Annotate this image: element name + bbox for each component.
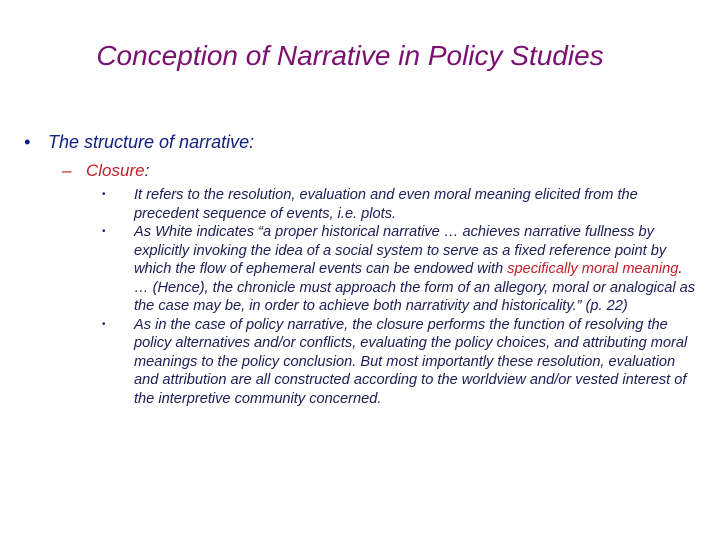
quote-text-before: As White indicates “a proper historical narrative … achieves narrative fullness by explicitly invoking the idea of a social system to serve as a fixed reference point by which the flow of ephemeral events can be endowed with xyxy=(134,224,667,277)
bullet-structure-text: The structure of narrative: xyxy=(48,132,255,152)
highlight-moral-meaning: specifically moral meaning xyxy=(507,261,679,277)
closure-points xyxy=(100,186,700,408)
dash-marker: – xyxy=(62,161,72,180)
bullet-marker: • xyxy=(102,226,106,237)
closure-label: Closure xyxy=(86,161,145,180)
bullet-marker: • xyxy=(24,132,31,152)
list-item-text xyxy=(134,223,698,316)
list-item xyxy=(100,186,700,223)
bullet-structure xyxy=(24,132,254,153)
list-item-text: It refers to the resolution, evaluation and even moral meaning elicited from the precedent sequence of events, i.e. plots. xyxy=(134,187,638,222)
closure-colon: : xyxy=(144,161,150,180)
slide-title: Conception of Narrative in Policy Studies xyxy=(96,40,604,71)
list-item xyxy=(100,316,700,409)
list-item xyxy=(100,223,700,316)
quote-text-after: . … (Hence), the chronicle must approach the form of an allegory, moral or analogical as the case may be, in order to achieve both narrativity and historicality.” (p. 22) xyxy=(134,261,696,314)
bullet-marker: • xyxy=(102,318,106,330)
sub-bullet-closure xyxy=(62,161,149,181)
list-item-text: As in the case of policy narrative, the closure performs the function of resolving the policy alternatives and/or conflicts, evaluating the policy choices, and attributing moral meanings to the policy conclusion. But most importantly these resolution, evaluation and attribution are all constructed according to the worldview and/or vested interest of the interpretive community concerned. xyxy=(134,316,688,407)
bullet-marker: • xyxy=(102,189,106,200)
